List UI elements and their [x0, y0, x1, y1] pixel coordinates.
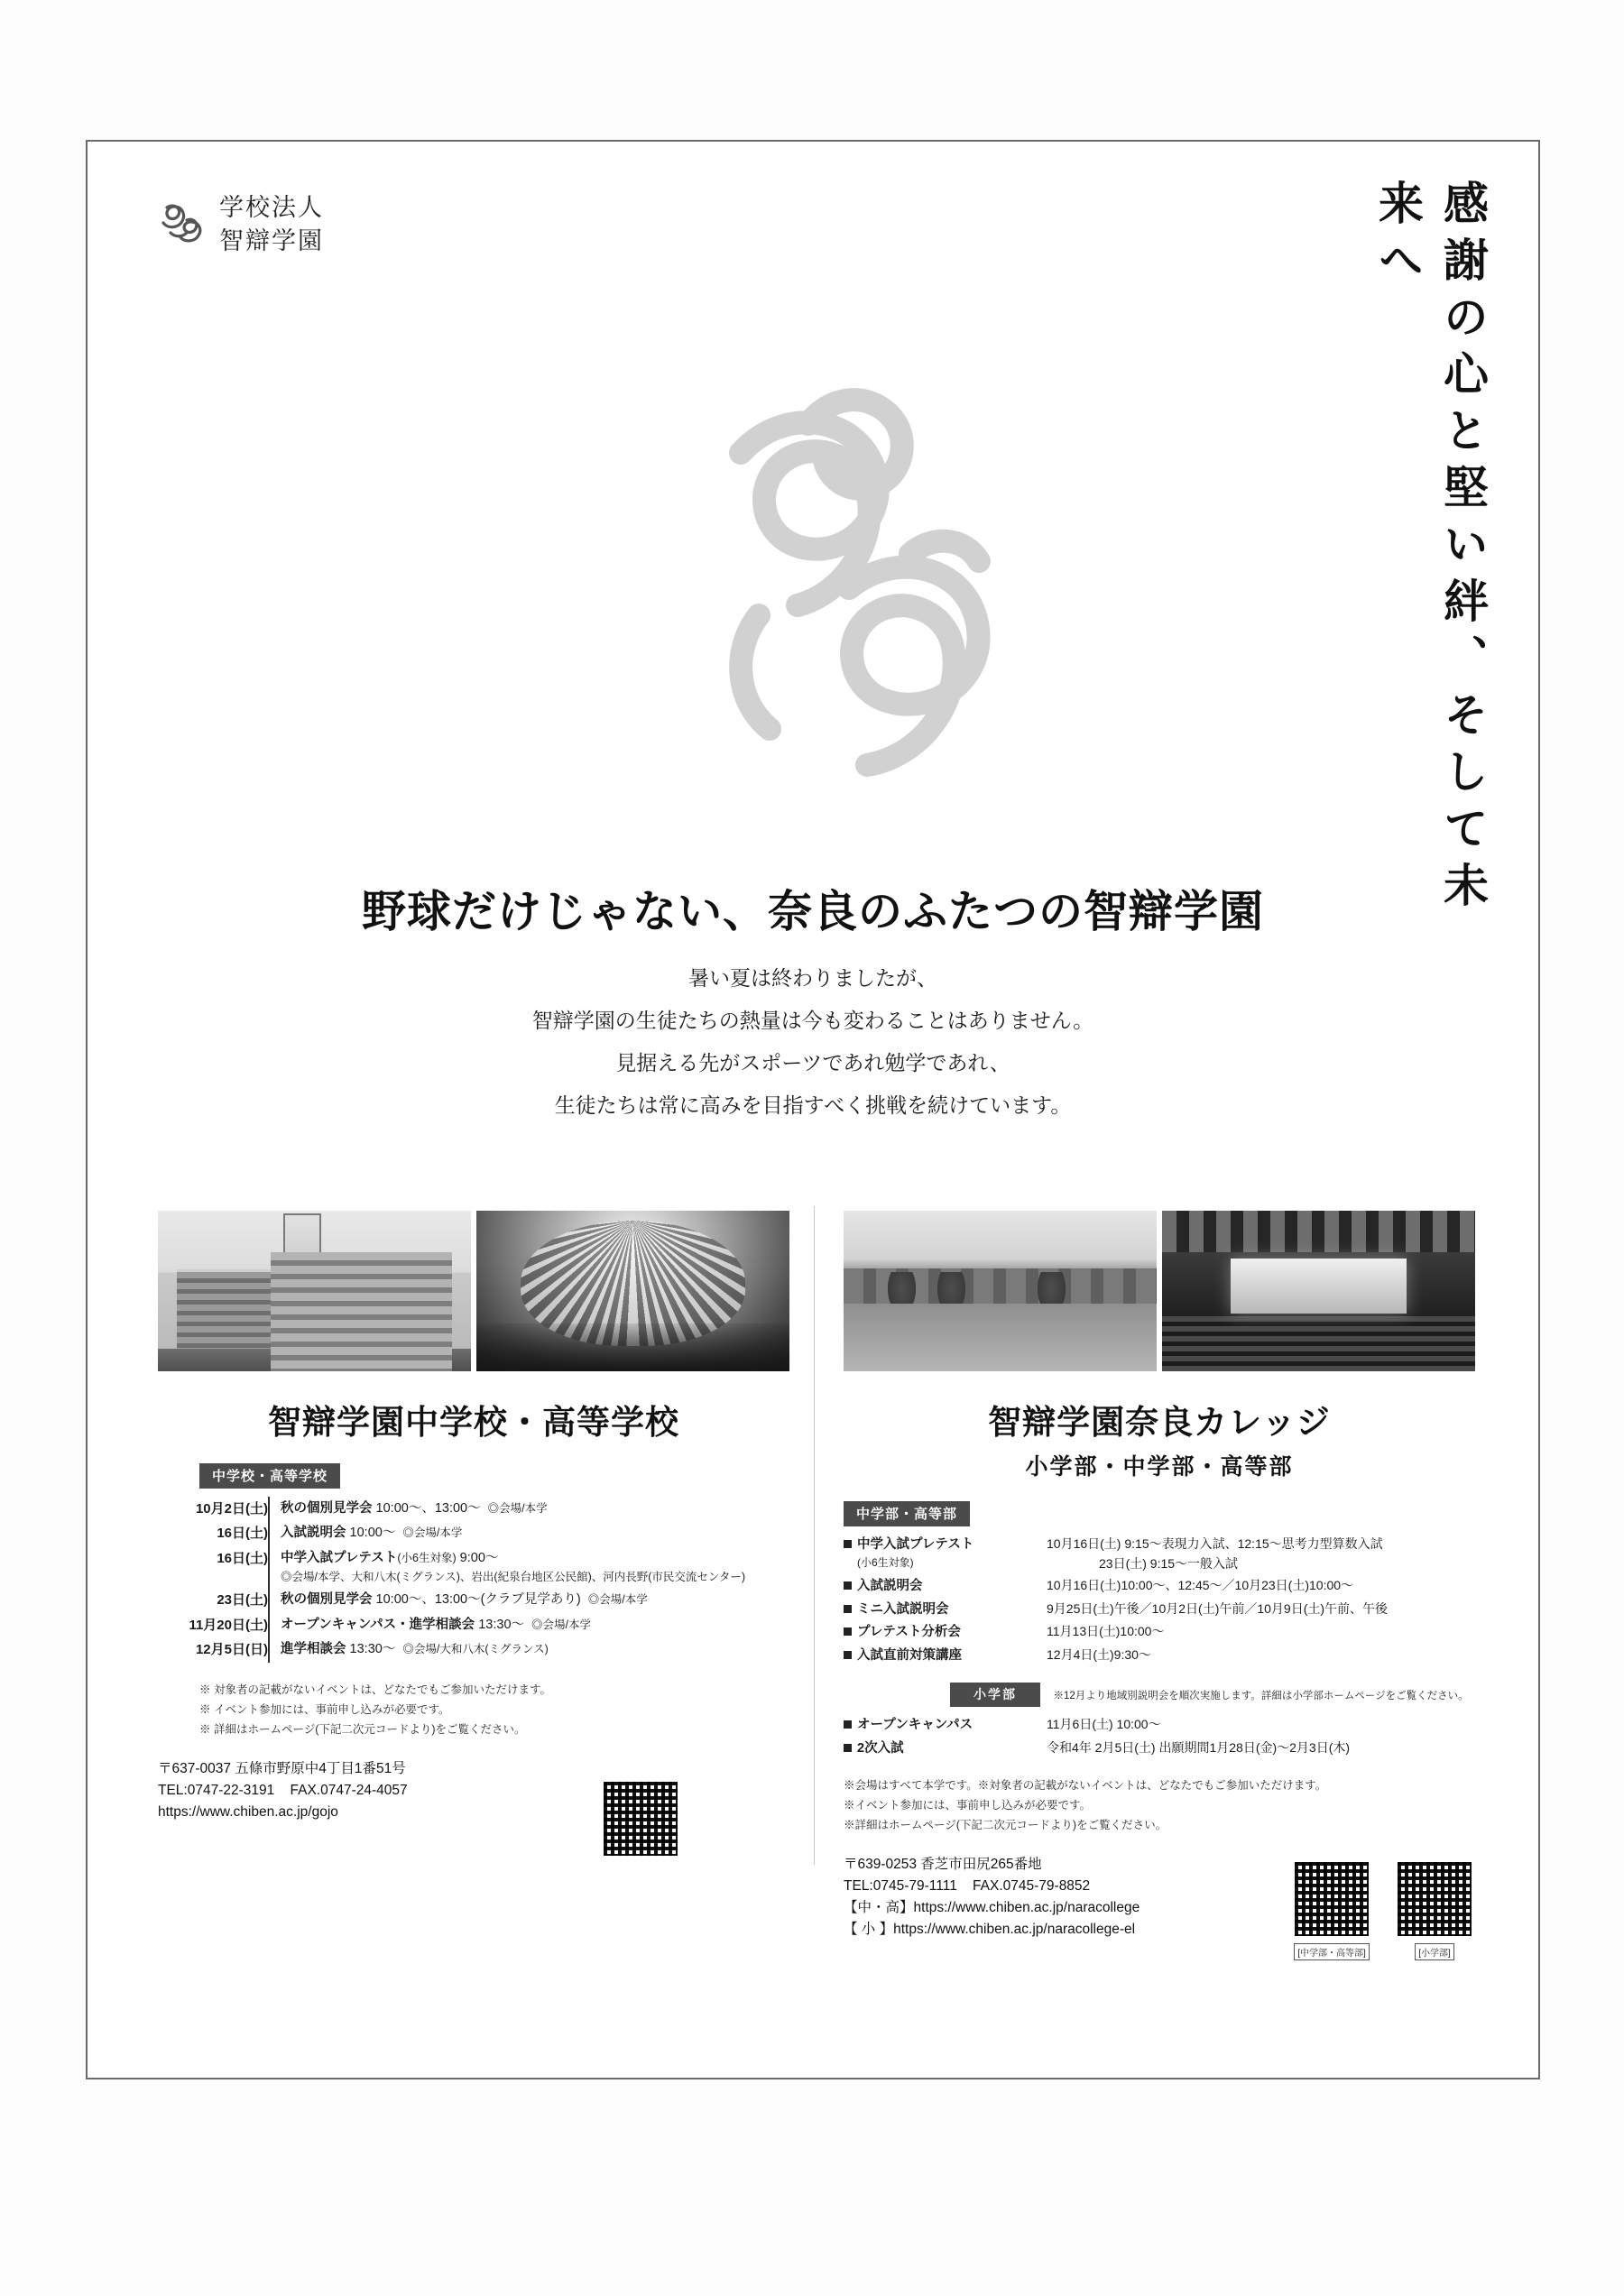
table-row [158, 1638, 789, 1664]
event-date: 10月2日(土) [195, 1500, 268, 1517]
qr-code-image [1394, 1858, 1475, 1940]
elementary-header [950, 1668, 1475, 1707]
event-date: 16日(土) [217, 1526, 268, 1541]
contact-fax: FAX.0747-24-4057 [290, 1782, 408, 1798]
note-line: ※詳細はホームページ(下記二次元コードより)をご覧ください。 [844, 1818, 1167, 1831]
event-name: 秋の個別見学会 [281, 1592, 373, 1607]
table-row [158, 1497, 789, 1522]
row-rule [269, 1589, 281, 1614]
event-label-text: オープンキャンパス [857, 1718, 973, 1733]
contact-url-jh[interactable]: https://www.chiben.ac.jp/naracollege [913, 1899, 1140, 1915]
event-desc [281, 1638, 789, 1664]
column-divider [814, 1206, 815, 1865]
event-label [857, 1738, 1047, 1758]
seats-shape [1162, 1316, 1475, 1371]
event-label-note: (小6生対象) [857, 1556, 914, 1570]
right-school-block [844, 1211, 1475, 1962]
tree-shape [888, 1272, 916, 1314]
row-rule [269, 1497, 281, 1522]
lede-line: 智辯学園の生徒たちの熱量は今も変わることはありません。 [531, 1010, 1094, 1034]
right-photo-group [844, 1211, 1475, 1371]
row-rule [269, 1613, 281, 1638]
event-date: 23日(土) [217, 1592, 268, 1608]
elementary-note: ※12月より地域別説明会を順次実施します。詳細は小学部ホームページをご覧ください。 [1053, 1691, 1469, 1702]
event-label-text: 入試説明会 [857, 1579, 923, 1594]
event-date: 16日(土) [217, 1550, 268, 1566]
lede-line: 暑い夏は終わりましたが、 [688, 967, 937, 991]
watermark-monogram-icon [623, 318, 1002, 823]
event-detail-line: 10月16日(土)10:00～、12:45～／10月23日(土)10:00～ [1047, 1578, 1354, 1593]
event-label [857, 1535, 1047, 1572]
left-section-tag: 中学校・高等学校 [199, 1463, 340, 1489]
event-desc [281, 1497, 789, 1522]
poster-sheet [86, 140, 1540, 2079]
right-notes [844, 1776, 1475, 1836]
contact-tel: TEL:0747-22-3191 [158, 1782, 275, 1798]
logo-text [219, 191, 324, 259]
contact-url-el[interactable]: https://www.chiben.ac.jp/naracollege-el [893, 1921, 1136, 1937]
list-item [844, 1622, 1475, 1642]
event-venue: ◎会場/本学 [587, 1593, 648, 1606]
event-detail [1047, 1622, 1475, 1642]
event-detail-line: 令和4年 2月5日(土) 出願期間1月28日(金)～2月3日(木) [1047, 1739, 1351, 1755]
logo-line-2: 智辯学園 [219, 227, 324, 256]
event-time: 10:00～、13:00～ [375, 1500, 481, 1516]
event-name: 進学相談会 [281, 1642, 346, 1656]
list-item [844, 1715, 1475, 1735]
left-schedule-table [158, 1497, 789, 1663]
note-line: ※ 詳細はホームページ(下記二次元コードより)をご覧ください。 [199, 1722, 526, 1736]
bullet-square-icon [844, 1720, 852, 1729]
list-item [844, 1738, 1475, 1758]
event-time: 10:00～ [349, 1526, 396, 1540]
row-rule [269, 1522, 281, 1547]
event-desc [281, 1613, 789, 1638]
qr-code-naracollege-jh[interactable] [1291, 1858, 1372, 1960]
event-detail [1047, 1535, 1475, 1573]
contact-url[interactable]: https://www.chiben.ac.jp/gojo [158, 1803, 338, 1820]
qr-code-naracollege-el[interactable] [1394, 1858, 1475, 1960]
table-row [158, 1522, 789, 1547]
bullet-square-icon [844, 1581, 852, 1590]
note-line: ※ イベント参加には、事前申し込みが必要です。 [199, 1702, 450, 1716]
tree-shape [1038, 1272, 1066, 1314]
event-venue-detail: ◎会場/本学、大和八木(ミグランス)、岩出(紀泉台地区公民館)、河内長野(市民交流センター) [281, 1571, 746, 1584]
event-venue: ◎会場/本学 [531, 1618, 592, 1631]
event-detail [1047, 1646, 1475, 1665]
bullet-square-icon [844, 1627, 852, 1636]
event-time: 13:30～ [349, 1642, 396, 1656]
event-detail [1047, 1600, 1475, 1619]
contact-fax: FAX.0745-79-8852 [973, 1877, 1091, 1894]
event-venue: ◎会場/本学 [402, 1526, 463, 1539]
left-footer [158, 1758, 789, 1867]
qr-code-gojo[interactable] [600, 1778, 681, 1859]
elementary-section-tag: 小学部 [950, 1683, 1040, 1707]
event-date: 11月20日(土) [189, 1617, 268, 1633]
event-venue: ◎会場/本学 [487, 1501, 548, 1515]
right-section-tag: 中学部・高等部 [844, 1501, 970, 1526]
event-name-note: (小6生対象) [397, 1551, 457, 1564]
event-name: オープンキャンパス・進学相談会 [281, 1617, 475, 1632]
right-school-divisions: 小学部・中学部・高等部 [1025, 1453, 1294, 1480]
page-title: 野球だけじゃない、奈良のふたつの智辯学園 [361, 885, 1264, 937]
event-label [857, 1600, 1047, 1619]
event-detail-line: 11月6日(土) 10:00～ [1047, 1717, 1161, 1732]
event-detail-line: 12月4日(土)9:30～ [1047, 1646, 1151, 1662]
school-building-photo [158, 1211, 471, 1371]
event-name: 中学入試プレテスト [281, 1550, 398, 1565]
vertical-tagline: 感謝の心と堅い絆、そして未来へ [1371, 180, 1490, 918]
event-time: 10:00～、13:00～(クラブ見学あり) [375, 1592, 581, 1607]
event-name: 秋の個別見学会 [281, 1500, 373, 1516]
event-label-text: 2次入試 [857, 1740, 904, 1756]
auditorium-photo [1162, 1211, 1475, 1371]
list-item [844, 1535, 1475, 1573]
event-label [857, 1622, 1047, 1642]
event-detail-line: 9月25日(土)午後／10月2日(土)午前／10月9日(土)午前、午後 [1047, 1600, 1389, 1616]
contact-url-el-label: 【 小 】 [844, 1921, 894, 1937]
contact-phone-row [158, 1780, 789, 1802]
event-date: 12月5日(日) [195, 1642, 268, 1657]
bullet-square-icon [844, 1605, 852, 1613]
event-time: 13:30～ [478, 1617, 525, 1632]
row-rule [269, 1546, 281, 1589]
note-line: ※ 対象者の記載がないイベントは、どなたでもご参加いただけます。 [199, 1683, 551, 1696]
left-school-block [158, 1211, 789, 1867]
event-time: 9:00～ [459, 1550, 499, 1565]
event-desc [281, 1589, 789, 1614]
event-desc [281, 1522, 789, 1547]
campus-lawn-photo [844, 1211, 1157, 1371]
note-line: ※会場はすべて本学です。※対象者の記載がないイベントは、どなたでもご参加いただけます。 [844, 1779, 1327, 1793]
organization-logo [151, 191, 324, 259]
list-item [844, 1600, 1475, 1619]
event-name: 入試説明会 [281, 1526, 346, 1540]
right-school-name: 智辯学園奈良カレッジ [988, 1402, 1331, 1442]
event-desc [281, 1546, 789, 1589]
right-event-list [844, 1535, 1475, 1665]
table-row [158, 1589, 789, 1614]
right-footer [844, 1854, 1475, 1962]
table-row [158, 1613, 789, 1638]
qr-code-image [600, 1778, 681, 1859]
tree-shape [937, 1272, 965, 1314]
event-label [857, 1646, 1047, 1665]
event-detail [1047, 1576, 1475, 1596]
left-contact [158, 1758, 789, 1823]
bullet-square-icon [844, 1540, 852, 1548]
contact-tel: TEL:0745-79-1111 [844, 1877, 957, 1894]
qr-caption: [小学部] [1415, 1943, 1454, 1960]
row-rule [269, 1638, 281, 1664]
logo-line-1: 学校法人 [219, 194, 324, 222]
event-detail-line: 10月16日(土) 9:15～表現力入試、12:15～思考力型算数入試 [1047, 1536, 1383, 1551]
ground-shape [158, 1349, 471, 1371]
event-venue: ◎会場/大和八木(ミグランス) [402, 1643, 549, 1655]
left-photo-group [158, 1211, 789, 1371]
contact-address: 〒637-0037 五條市野原中4丁目1番51号 [158, 1760, 406, 1776]
elementary-event-list [844, 1715, 1475, 1758]
list-item [844, 1576, 1475, 1596]
contact-url-jh-label: 【中・高】 [844, 1899, 914, 1915]
school-hall-interior-photo [476, 1211, 789, 1371]
event-label-text: 中学入試プレテスト [857, 1537, 974, 1552]
lede-paragraph [88, 958, 1538, 1129]
chiben-monogram-icon [151, 197, 207, 253]
bullet-square-icon [844, 1651, 852, 1659]
lede-line: 見据える先がスポーツであれ勉学であれ、 [615, 1052, 1010, 1076]
event-label-text: プレテスト分析会 [857, 1625, 961, 1640]
qr-code-image [1291, 1858, 1372, 1940]
event-detail [1047, 1738, 1475, 1758]
bullet-square-icon [844, 1744, 852, 1752]
event-label-text: ミニ入試説明会 [857, 1601, 949, 1617]
note-line: ※イベント参加には、事前申し込みが必要です。 [844, 1799, 1092, 1812]
left-notes [199, 1681, 789, 1740]
event-label [857, 1715, 1047, 1735]
lede-line: 生徒たちは常に高みを目指すべく挑戦を続けています。 [554, 1094, 1072, 1119]
event-label-text: 入試直前対策講座 [857, 1647, 962, 1663]
table-row [158, 1546, 789, 1589]
event-detail-line: 11月13日(土)10:00～ [1047, 1624, 1165, 1639]
qr-caption: [中学部・高等部] [1294, 1943, 1370, 1960]
event-detail-line: 23日(土) 9:15～一般入試 [1099, 1555, 1239, 1571]
contact-address: 〒639-0253 香芝市田尻265番地 [844, 1856, 1042, 1872]
event-label [857, 1576, 1047, 1596]
tower-shape [283, 1213, 321, 1371]
event-detail [1047, 1715, 1475, 1735]
right-qr-group [1291, 1858, 1475, 1960]
list-item [844, 1646, 1475, 1665]
left-school-name: 智辯学園中学校・高等学校 [268, 1402, 679, 1442]
